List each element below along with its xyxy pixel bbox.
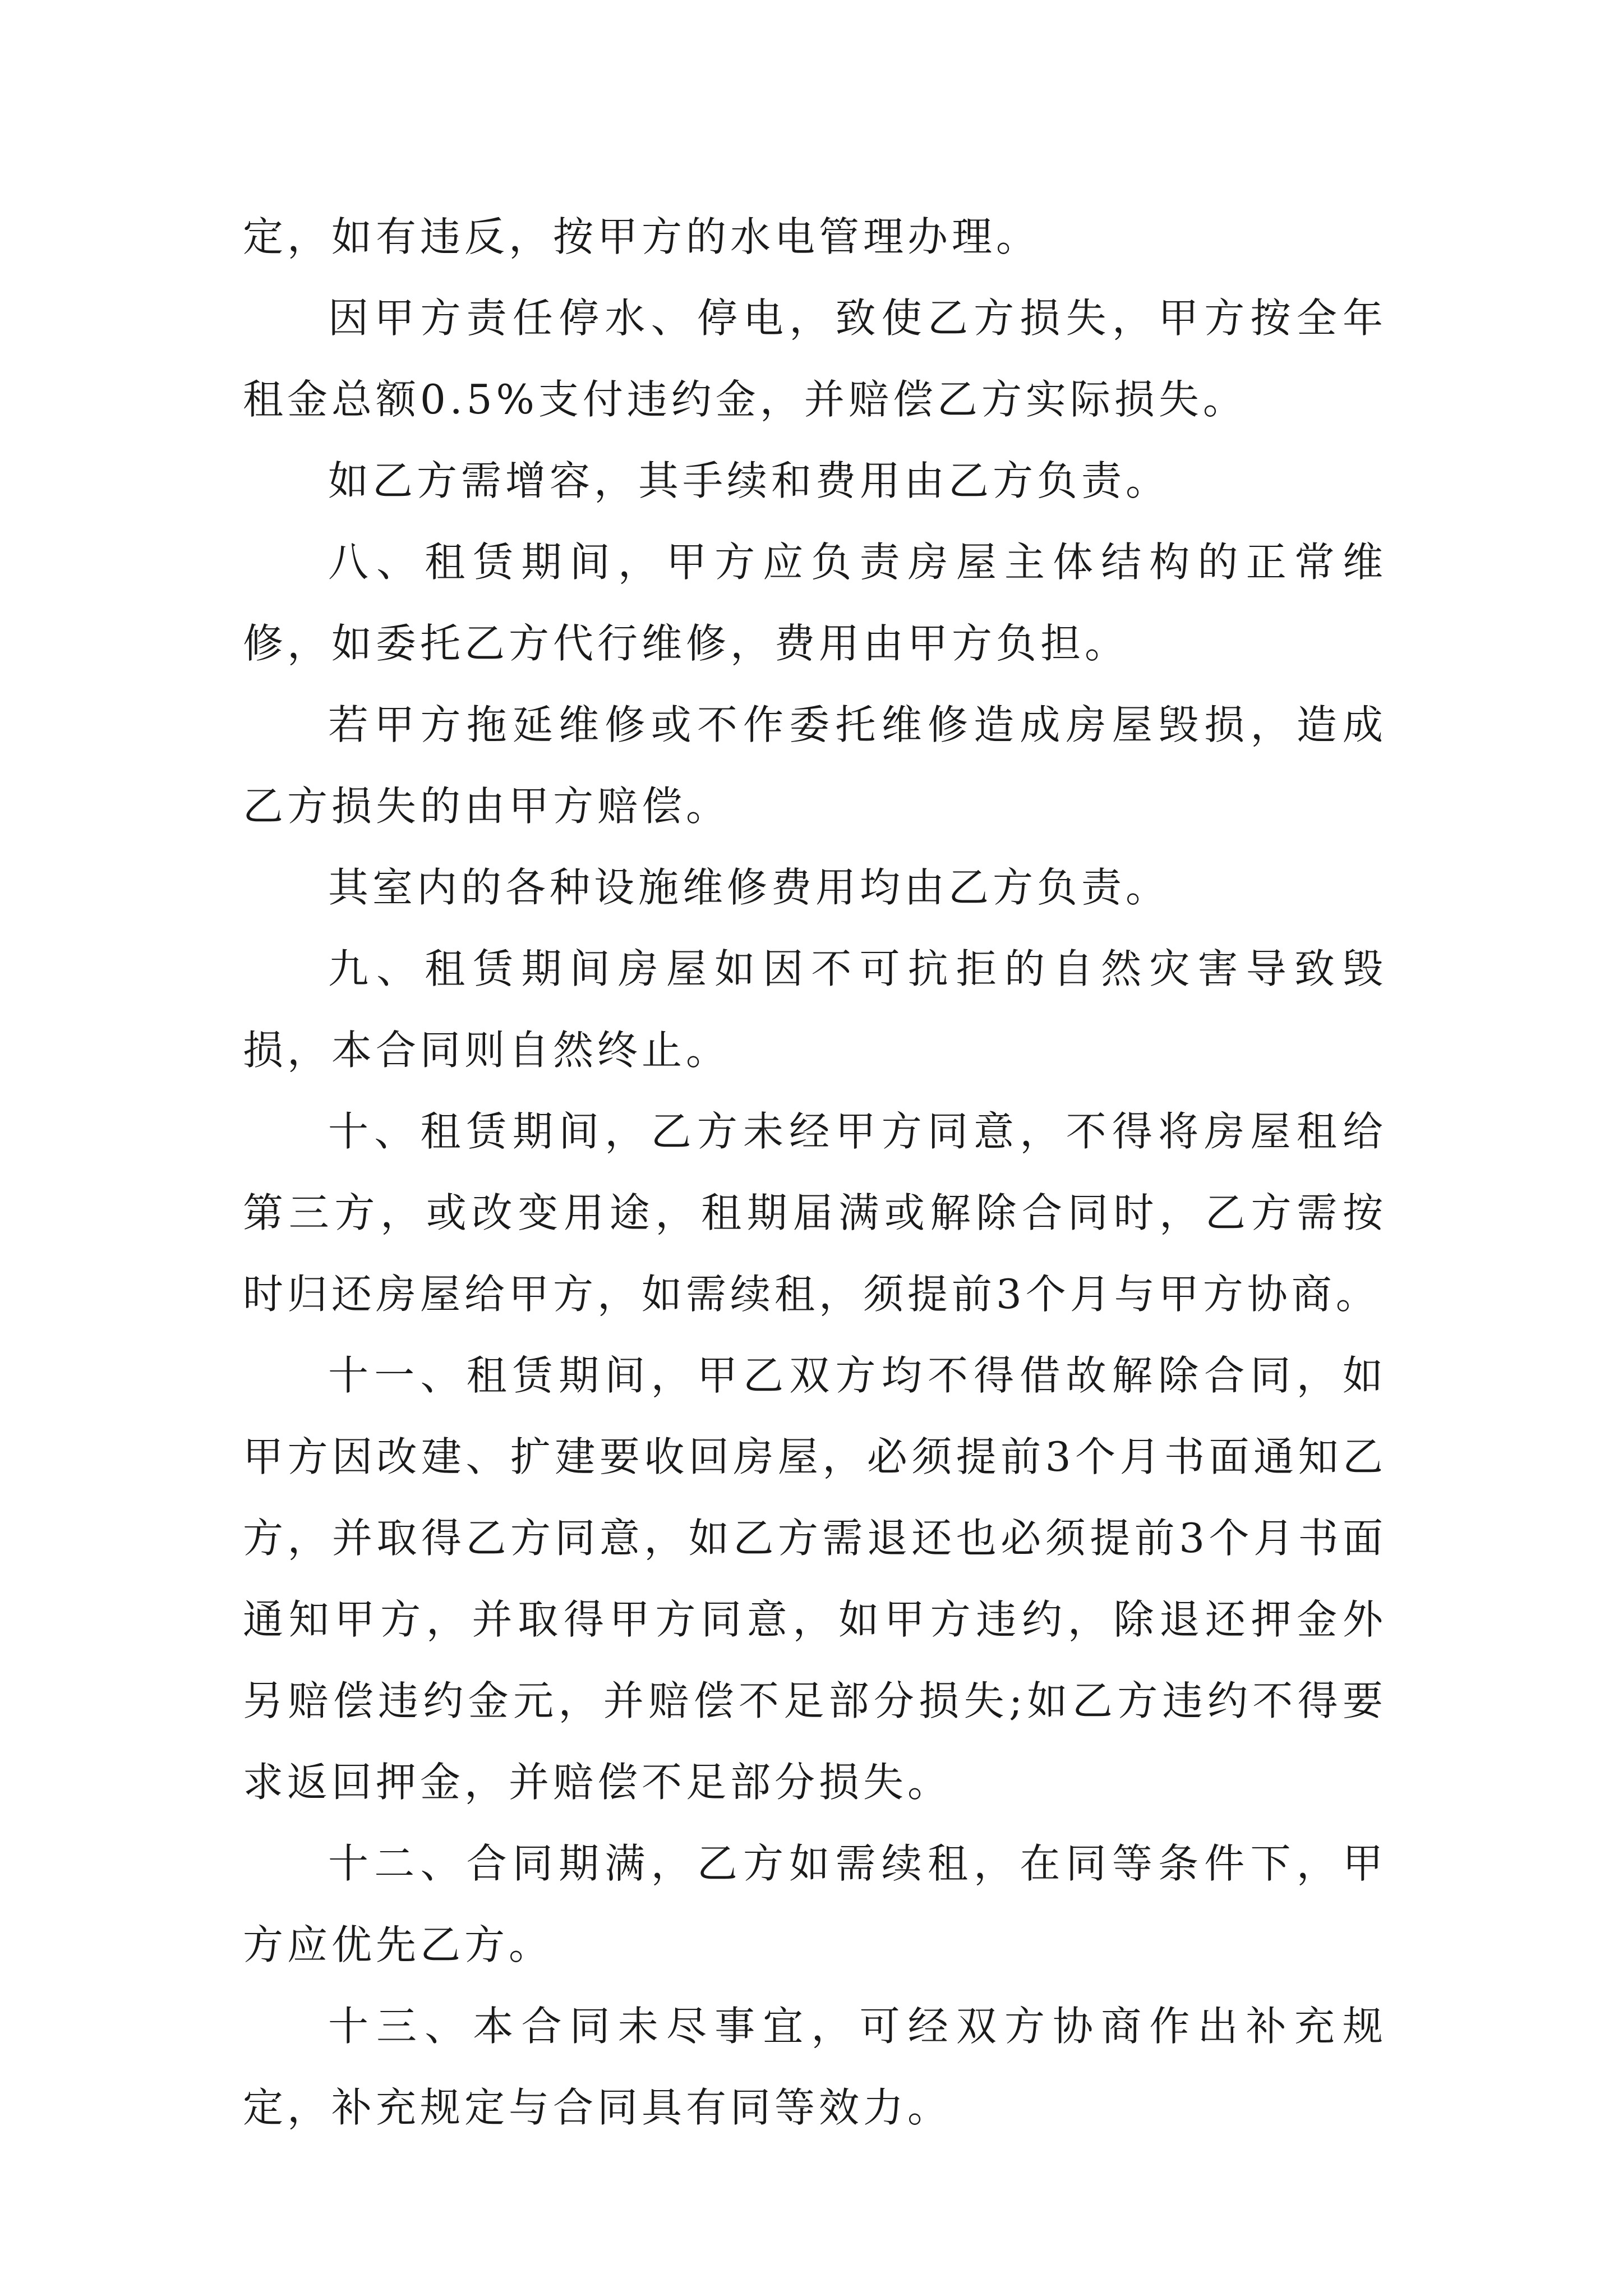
clause-13-supplementary: 十三、本合同未尽事宜，可经双方协商作出补充规定，补充规定与合同具有同等效力。 — [243, 2003, 1387, 2131]
document-body — [243, 196, 1387, 2148]
clause-8-maintenance: 八、租赁期间，甲方应负责房屋主体结构的正常维修，如委托乙方代行维修，费用由甲方负担。 — [243, 539, 1387, 667]
paragraph-interior-facilities: 其室内的各种设施维修费用均由乙方负责。 — [328, 864, 1170, 911]
clause-12-renewal: 十二、合同期满，乙方如需续租，在同等条件下，甲方应优先乙方。 — [243, 1840, 1387, 1968]
paragraph-capacity-increase: 如乙方需增容，其手续和费用由乙方负责。 — [328, 457, 1170, 504]
clause-10-sublease: 十、租赁期间，乙方未经甲方同意，不得将房屋租给第三方，或改变用途，租期届满或解除合同时，乙方需按时归还房屋给甲方，如需续租，须提前3个月与甲方协商。 — [243, 1108, 1387, 1318]
paragraph-repair-delay: 若甲方拖延维修或不作委托维修造成房屋毁损，造成乙方损失的由甲方赔偿。 — [243, 701, 1387, 830]
paragraph-continuation: 定，如有违反，按甲方的水电管理办理。 — [243, 213, 1041, 260]
clause-11-termination: 十一、租赁期间，甲乙双方均不得借故解除合同，如甲方因改建、扩建要收回房屋，必须提前3个月书面通知乙方，并取得乙方同意，如乙方需退还也必须提前3个月书面通知甲方，并取得甲方同意，如甲方违约，除退还押金外另赔偿违约金元，并赔偿不足部分损失;如乙方违约不得要求返回押金，并赔偿不足部分损失。 — [243, 1352, 1387, 1806]
paragraph-outage-penalty: 因甲方责任停水、停电，致使乙方损失，甲方按全年租金总额0.5%支付违约金，并赔偿乙方实际损失。 — [243, 295, 1387, 423]
clause-9-force-majeure: 九、租赁期间房屋如因不可抗拒的自然灾害导致毁损，本合同则自然终止。 — [243, 945, 1387, 1074]
